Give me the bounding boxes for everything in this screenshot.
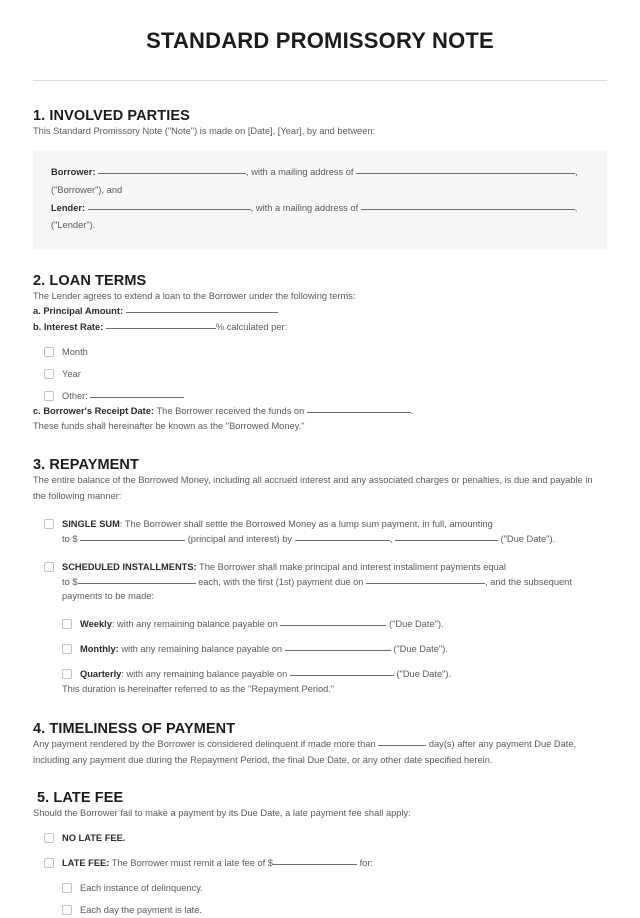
delinquency-days-field[interactable] (378, 737, 426, 746)
page-title: STANDARD PROMISSORY NOTE (146, 28, 494, 53)
borrower-row (51, 164, 589, 182)
repayment-period-note: This duration is hereinafter referred to as the "Repayment Period." (62, 683, 335, 694)
checkbox-row-late-fee[interactable] (33, 856, 607, 871)
late-fee-text-b: for: (359, 858, 374, 869)
weekly-tail: ("Due Date"). (388, 619, 444, 630)
single-sum-content (62, 517, 607, 547)
single-sum-text-1: : The Borrower shall settle the Borrowed Money as a lump sum payment, in full, amounting (119, 518, 493, 529)
monthly-due-date-field[interactable] (285, 642, 391, 651)
quarterly-text: : with any remaining balance payable on (121, 669, 288, 679)
monthly-tail: ("Due Date"). (393, 644, 448, 655)
section2-intro: The Lender agrees to extend a loan to the Borrower under the following terms: (33, 290, 356, 301)
checkbox-other[interactable] (44, 391, 54, 401)
installments-text-1: The Borrower shall make principal and interest installment payments equal (196, 561, 507, 572)
lender-label: Lender: (51, 202, 86, 213)
checkbox-label-other: Other: (62, 390, 88, 401)
weekly-text: : with any remaining balance payable on (111, 619, 278, 630)
quarterly-tail: ("Due Date"). (396, 669, 452, 679)
checkbox-monthly[interactable] (62, 644, 72, 654)
checkbox-row-monthly[interactable] (33, 642, 607, 657)
checkbox-row-scheduled-installments[interactable] (33, 560, 607, 605)
checkbox-label-other-wrap (62, 389, 607, 404)
receipt-date-field[interactable] (307, 404, 411, 413)
borrower-address-field[interactable] (356, 165, 575, 174)
late-fee-text-a: The Borrower must remit a late fee of $ (109, 858, 273, 869)
checkbox-single-sum[interactable] (44, 519, 54, 529)
single-sum-text-2d: ("Due Date"). (500, 533, 556, 544)
borrower-label: Borrower: (51, 167, 96, 178)
checkbox-row-other[interactable] (33, 389, 607, 404)
monthly-label: Monthly: (80, 644, 119, 655)
lender-name-field[interactable] (88, 201, 251, 210)
quarterly-content (80, 667, 607, 682)
installments-label: SCHEDULED INSTALLMENTS: (62, 561, 197, 572)
checkbox-row-single-sum[interactable] (33, 517, 607, 547)
section-heading-involved-parties: 1. INVOLVED PARTIES (33, 108, 190, 124)
section4-text (33, 737, 607, 768)
checkbox-year[interactable] (44, 369, 54, 379)
borrower-tail: , (575, 167, 578, 178)
late-fee-amount-field[interactable] (273, 856, 357, 865)
checkbox-row-each-instance[interactable] (33, 881, 607, 896)
section4-text-b: day(s) after any payment Due Date, including any payment due during the Repayment Period, the final Due Date, or any other date specified herein. (33, 739, 577, 765)
monthly-text: with any remaining balance payable on (118, 644, 283, 655)
quarterly-label: Quarterly (80, 669, 122, 679)
checkbox-label-year: Year (62, 368, 81, 379)
checkbox-no-late-fee[interactable] (44, 833, 54, 843)
checkbox-label-each-day: Each day the payment is late. (80, 904, 202, 915)
interest-rate-row (33, 320, 607, 335)
checkbox-each-day[interactable] (62, 905, 72, 915)
single-sum-amount-field[interactable] (80, 532, 185, 541)
checkbox-row-each-day[interactable] (33, 903, 607, 918)
principal-amount-field[interactable] (126, 304, 278, 313)
monthly-content (80, 642, 607, 657)
single-sum-text-2b: (principal and interest) by (187, 533, 293, 544)
installments-text-2a: to $ (62, 576, 78, 587)
receipt-date-text: The Borrower received the funds on (156, 405, 305, 416)
principal-amount-row (33, 304, 607, 319)
single-sum-text-2a: to $ (62, 533, 78, 544)
section-heading-loan-terms: 2. LOAN TERMS (33, 272, 147, 289)
checkbox-row-year[interactable] (33, 367, 607, 382)
weekly-content (80, 617, 607, 632)
checkbox-label-each-instance: Each instance of delinquency. (80, 882, 203, 893)
installment-amount-field[interactable] (78, 575, 196, 584)
interest-rate-suffix: % calculated per: (215, 321, 288, 332)
weekly-label: Weekly (80, 619, 112, 630)
first-payment-date-field[interactable] (366, 575, 485, 584)
checkbox-row-weekly[interactable] (33, 617, 607, 632)
installments-text-2c: , and the subsequent (485, 576, 572, 587)
late-fee-content (62, 856, 607, 871)
borrower-name-field[interactable] (98, 165, 246, 174)
installments-text-3: payments to be made: (62, 591, 154, 602)
section4-text-a: Any payment rendered by the Borrower is considered delinquent if made more than (33, 739, 376, 750)
section3-intro: The entire balance of the Borrowed Money, including all accrued interest and any associated charges or penalties, is due and payable in the following manner: (33, 475, 593, 501)
borrowed-money-note: These funds shall hereinafter be known as the "Borrowed Money." (33, 420, 305, 431)
single-sum-label: SINGLE SUM (62, 518, 120, 529)
installments-content (62, 560, 607, 605)
lender-quote-row: ("Lender"). (51, 220, 96, 231)
installments-text-2b: each, with the first (1st) payment due on (198, 576, 364, 587)
checkbox-weekly[interactable] (62, 619, 72, 629)
checkbox-each-instance[interactable] (62, 883, 72, 893)
checkbox-late-fee[interactable] (44, 858, 54, 868)
checkbox-row-no-late-fee[interactable] (33, 831, 607, 846)
quarterly-due-date-field[interactable] (290, 667, 394, 676)
section-heading-late-fee: 5. LATE FEE (37, 789, 124, 806)
borrower-address-text: , with a mailing address of (246, 167, 354, 178)
lender-address-field[interactable] (361, 201, 575, 210)
principal-amount-label: a. Principal Amount: (33, 306, 124, 317)
single-sum-date-field-1[interactable] (295, 532, 390, 541)
receipt-date-row (33, 404, 607, 419)
checkbox-quarterly[interactable] (62, 669, 72, 679)
single-sum-date-field-2[interactable] (395, 532, 498, 541)
weekly-due-date-field[interactable] (280, 617, 386, 626)
late-fee-label: LATE FEE: (62, 858, 110, 869)
section1-intro: This Standard Promissory Note ("Note") is made on [Date], [Year], by and between: (33, 126, 376, 136)
checkbox-row-quarterly[interactable] (33, 667, 607, 682)
lender-tail: , (574, 202, 578, 213)
interest-rate-field[interactable] (106, 320, 216, 329)
checkbox-row-month[interactable] (33, 345, 607, 360)
checkbox-label-month: Month (62, 346, 88, 357)
borrower-quote-row: ("Borrower"), and (51, 184, 123, 195)
section-heading-repayment: 3. REPAYMENT (33, 457, 139, 474)
interest-rate-label: b. Interest Rate: (33, 321, 104, 332)
receipt-date-label: c. Borrower's Receipt Date: (33, 405, 155, 416)
single-sum-text-2c: , (389, 533, 393, 544)
lender-address-text: , with a mailing address of (250, 202, 359, 213)
checkbox-scheduled-installments[interactable] (44, 562, 54, 572)
involved-parties-box (33, 151, 607, 249)
other-period-field[interactable] (90, 389, 184, 398)
lender-row (51, 200, 589, 218)
receipt-date-tail: . (410, 405, 414, 416)
section-heading-timeliness: 4. TIMELINESS OF PAYMENT (33, 721, 236, 738)
section5-intro: Should the Borrower fail to make a payment by its Due Date, a late payment fee shall apply: (33, 807, 411, 818)
checkbox-label-no-late-fee: NO LATE FEE. (62, 833, 126, 844)
checkbox-month[interactable] (44, 347, 54, 357)
